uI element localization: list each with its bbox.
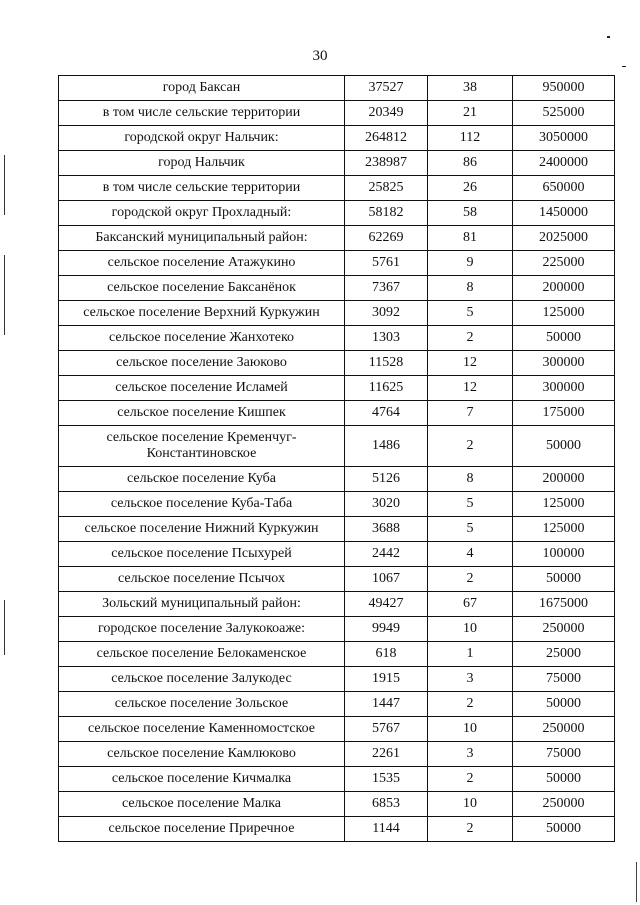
table-row: [59, 276, 615, 301]
municipality-name-cell: сельское поселение Приречное: [59, 817, 345, 842]
data-table: [58, 75, 615, 842]
municipality-name-cell: город Баксан: [59, 76, 345, 101]
amount-cell: 300000: [513, 376, 615, 401]
table-row: [59, 617, 615, 642]
table-row: [59, 767, 615, 792]
table-row: [59, 101, 615, 126]
scan-margin-line-bottom: [4, 600, 5, 655]
amount-cell: 200000: [513, 276, 615, 301]
amount-cell: 50000: [513, 326, 615, 351]
amount-cell: 75000: [513, 742, 615, 767]
municipality-name-cell: сельское поселение Исламей: [59, 376, 345, 401]
table-row: [59, 542, 615, 567]
data-table-container: [58, 75, 614, 842]
table-row: [59, 567, 615, 592]
count-cell: 7: [428, 401, 513, 426]
amount-cell: 300000: [513, 351, 615, 376]
amount-cell: 50000: [513, 692, 615, 717]
amount-cell: 175000: [513, 401, 615, 426]
population-cell: 5767: [345, 717, 428, 742]
table-row: [59, 226, 615, 251]
page-number: 30: [312, 48, 328, 64]
population-cell: 264812: [345, 126, 428, 151]
population-cell: 5126: [345, 467, 428, 492]
municipality-name-cell: городской округ Прохладный:: [59, 201, 345, 226]
population-cell: 20349: [345, 101, 428, 126]
table-row: [59, 467, 615, 492]
population-cell: 1067: [345, 567, 428, 592]
count-cell: 12: [428, 376, 513, 401]
scan-margin-line-top: [4, 155, 5, 215]
table-row: [59, 692, 615, 717]
table-row: [59, 492, 615, 517]
count-cell: 26: [428, 176, 513, 201]
count-cell: 4: [428, 542, 513, 567]
municipality-name-cell: сельское поселение Верхний Куркужин: [59, 301, 345, 326]
amount-cell: 225000: [513, 251, 615, 276]
count-cell: 2: [428, 817, 513, 842]
table-row: [59, 151, 615, 176]
table-row: [59, 401, 615, 426]
count-cell: 3: [428, 742, 513, 767]
count-cell: 10: [428, 617, 513, 642]
population-cell: 1303: [345, 326, 428, 351]
count-cell: 81: [428, 226, 513, 251]
municipality-name-cell: сельское поселение Каменномостское: [59, 717, 345, 742]
scan-speck: [622, 66, 626, 67]
count-cell: 86: [428, 151, 513, 176]
count-cell: 9: [428, 251, 513, 276]
count-cell: 5: [428, 301, 513, 326]
table-row: [59, 351, 615, 376]
count-cell: 2: [428, 692, 513, 717]
amount-cell: 2025000: [513, 226, 615, 251]
municipality-name-cell: городской округ Нальчик:: [59, 126, 345, 151]
population-cell: 7367: [345, 276, 428, 301]
amount-cell: 525000: [513, 101, 615, 126]
table-row: [59, 301, 615, 326]
count-cell: 38: [428, 76, 513, 101]
population-cell: 5761: [345, 251, 428, 276]
municipality-name-cell: сельское поселение Баксанёнок: [59, 276, 345, 301]
table-row: [59, 76, 615, 101]
population-cell: 618: [345, 642, 428, 667]
population-cell: 2442: [345, 542, 428, 567]
count-cell: 10: [428, 792, 513, 817]
amount-cell: 50000: [513, 567, 615, 592]
scan-speck: [607, 36, 610, 38]
amount-cell: 200000: [513, 467, 615, 492]
count-cell: 2: [428, 326, 513, 351]
population-cell: 1144: [345, 817, 428, 842]
municipality-name-cell: сельское поселение Псычох: [59, 567, 345, 592]
population-cell: 4764: [345, 401, 428, 426]
municipality-name-cell: сельское поселение Зольское: [59, 692, 345, 717]
table-row: [59, 251, 615, 276]
municipality-name-cell: сельское поселение Псыхурей: [59, 542, 345, 567]
amount-cell: 250000: [513, 717, 615, 742]
municipality-name-cell: городское поселение Залукокоаже:: [59, 617, 345, 642]
amount-cell: 2400000: [513, 151, 615, 176]
count-cell: 2: [428, 767, 513, 792]
table-row: [59, 326, 615, 351]
table-row: [59, 792, 615, 817]
population-cell: 37527: [345, 76, 428, 101]
population-cell: 11625: [345, 376, 428, 401]
municipality-name-cell: сельское поселение Камлюково: [59, 742, 345, 767]
municipality-name-cell: сельское поселение Заюково: [59, 351, 345, 376]
population-cell: 6853: [345, 792, 428, 817]
amount-cell: 50000: [513, 426, 615, 467]
amount-cell: 125000: [513, 492, 615, 517]
amount-cell: 100000: [513, 542, 615, 567]
count-cell: 21: [428, 101, 513, 126]
table-row: [59, 717, 615, 742]
municipality-name-cell: в том числе сельские территории: [59, 101, 345, 126]
amount-cell: 950000: [513, 76, 615, 101]
population-cell: 49427: [345, 592, 428, 617]
table-row: [59, 592, 615, 617]
amount-cell: 250000: [513, 617, 615, 642]
count-cell: 8: [428, 276, 513, 301]
municipality-name-cell: город Нальчик: [59, 151, 345, 176]
table-row: [59, 742, 615, 767]
municipality-name-cell: сельское поселение Залукодес: [59, 667, 345, 692]
table-row: [59, 517, 615, 542]
amount-cell: 75000: [513, 667, 615, 692]
municipality-name-cell: сельское поселение Куба: [59, 467, 345, 492]
count-cell: 3: [428, 667, 513, 692]
count-cell: 67: [428, 592, 513, 617]
municipality-name-cell: сельское поселение Кичмалка: [59, 767, 345, 792]
municipality-name-cell: Зольский муниципальный район:: [59, 592, 345, 617]
population-cell: 3020: [345, 492, 428, 517]
municipality-name-cell: сельское поселение Жанхотеко: [59, 326, 345, 351]
table-row: [59, 817, 615, 842]
population-cell: 3092: [345, 301, 428, 326]
population-cell: 1535: [345, 767, 428, 792]
count-cell: 5: [428, 517, 513, 542]
amount-cell: 25000: [513, 642, 615, 667]
population-cell: 1915: [345, 667, 428, 692]
municipality-name-cell: сельское поселение Кишпек: [59, 401, 345, 426]
count-cell: 12: [428, 351, 513, 376]
count-cell: 5: [428, 492, 513, 517]
amount-cell: 50000: [513, 817, 615, 842]
population-cell: 3688: [345, 517, 428, 542]
municipality-name-cell: сельское поселение Нижний Куркужин: [59, 517, 345, 542]
amount-cell: 3050000: [513, 126, 615, 151]
table-row: [59, 201, 615, 226]
municipality-name-cell: в том числе сельские территории: [59, 176, 345, 201]
amount-cell: 125000: [513, 301, 615, 326]
scan-margin-line-middle: [4, 255, 5, 335]
population-cell: 9949: [345, 617, 428, 642]
population-cell: 2261: [345, 742, 428, 767]
municipality-name-cell: сельское поселение Малка: [59, 792, 345, 817]
population-cell: 1447: [345, 692, 428, 717]
municipality-name-cell: сельское поселение Атажукино: [59, 251, 345, 276]
count-cell: 112: [428, 126, 513, 151]
population-cell: 25825: [345, 176, 428, 201]
table-row: [59, 376, 615, 401]
amount-cell: 125000: [513, 517, 615, 542]
count-cell: 2: [428, 426, 513, 467]
municipality-name-cell: сельское поселение Белокаменское: [59, 642, 345, 667]
count-cell: 8: [428, 467, 513, 492]
population-cell: 11528: [345, 351, 428, 376]
table-row: [59, 126, 615, 151]
amount-cell: 1450000: [513, 201, 615, 226]
count-cell: 1: [428, 642, 513, 667]
population-cell: 1486: [345, 426, 428, 467]
amount-cell: 50000: [513, 767, 615, 792]
municipality-name-cell: сельское поселение Кременчуг-Константиновское: [59, 426, 345, 467]
population-cell: 62269: [345, 226, 428, 251]
population-cell: 58182: [345, 201, 428, 226]
table-row: [59, 642, 615, 667]
amount-cell: 250000: [513, 792, 615, 817]
scan-edge-mark: [636, 862, 637, 902]
table-row: [59, 426, 615, 467]
count-cell: 58: [428, 201, 513, 226]
amount-cell: 650000: [513, 176, 615, 201]
table-body: [59, 76, 615, 842]
amount-cell: 1675000: [513, 592, 615, 617]
table-row: [59, 176, 615, 201]
count-cell: 10: [428, 717, 513, 742]
municipality-name-cell: сельское поселение Куба-Таба: [59, 492, 345, 517]
population-cell: 238987: [345, 151, 428, 176]
table-row: [59, 667, 615, 692]
municipality-name-cell: Баксанский муниципальный район:: [59, 226, 345, 251]
count-cell: 2: [428, 567, 513, 592]
